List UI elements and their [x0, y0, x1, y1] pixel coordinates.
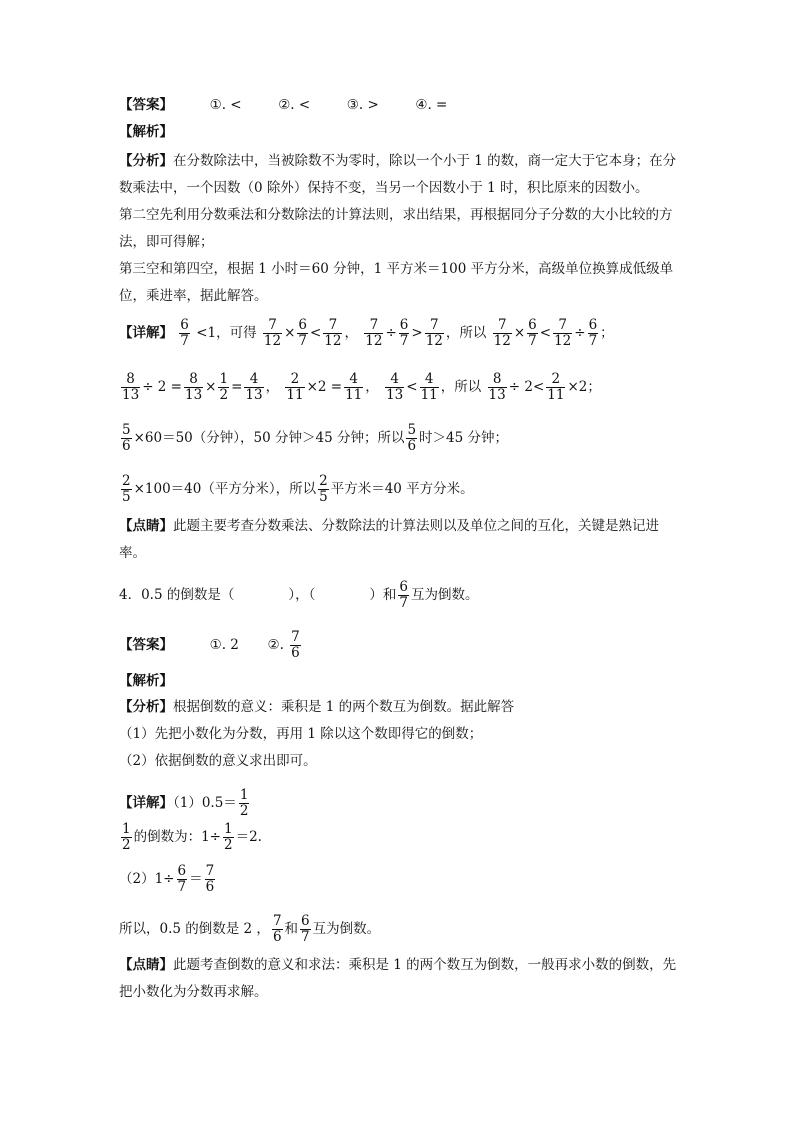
fraction: $\frac{6}{7}$ — [399, 317, 409, 349]
q4-fenxi: 【分析】根据倒数的意义：乘积是 1 的两个数互为倒数。据此解答 — [119, 699, 515, 715]
q4-detail-1: 【详解】（1）0.5＝ $\frac{1}{2}$ — [119, 787, 249, 819]
fraction: $\frac{1}{2}$ — [219, 371, 229, 403]
fraction: $\frac{7}{12}$ — [324, 317, 342, 349]
fraction: $\frac{4}{11}$ — [420, 371, 438, 403]
q4-detail-4: 所以，0.5 的倒数是 2 ， $\frac{7}{6}$ 和 $\frac{6}{7}$ 互为倒数。 — [119, 913, 381, 945]
fraction: $\frac{6}{7}$ — [528, 317, 537, 349]
fraction: $\frac{6}{7}$ — [588, 317, 598, 349]
q4-step-2: （2）依据倒数的意义求出即可。 — [119, 753, 317, 769]
fraction: $\frac{6}{7}$ — [301, 913, 310, 945]
fraction: $\frac{2}{5}$ — [319, 473, 328, 505]
answer-item-1: ①. 2 — [209, 637, 239, 653]
answer-item-1: ①. < — [209, 97, 242, 113]
answer-item-2: ②. < — [278, 97, 311, 113]
detail-line-1: 【详解】 $\frac{6}{7}$ <1，可得 $\frac{7}{12}$ × $\frac{6}{7}$ < $\frac{7}{12}$ ， $\frac{7}{12}$ ÷ $\frac{6}{7}$ > $\frac{7}{12}$ ，所以 $\frac{7}{12}$ × $\frac{6}{7}$ < $\frac{7}{12}$ ÷ $\frac{6}{7}$ ； — [119, 317, 614, 349]
xiangjie-label: 【详解】 — [119, 325, 173, 341]
answer-item-3: ③. > — [346, 97, 379, 113]
fraction: $\frac{7}{6}$ — [291, 629, 300, 661]
fraction: $\frac{5}{6}$ — [122, 422, 131, 454]
fraction: $\frac{7}{6}$ — [205, 863, 215, 895]
q4-answer-line — [119, 630, 303, 661]
q4-detail-2: $\frac{1}{2}$ 的倒数为：1÷ $\frac{1}{2}$ ＝2. — [122, 821, 262, 853]
q4-step-1: （1）先把小数化为分数，再用 1 除以这个数即得它的倒数； — [119, 726, 483, 742]
q4-detail-3: （2）1÷ $\frac{6}{7}$ ＝ $\frac{7}{6}$ — [119, 863, 215, 895]
fraction: $\frac{1}{2}$ — [239, 787, 249, 819]
fenxi-text-1: 在分数除法中，当被除数不为零时，除以一个小于 1 的数，商一定大于它本身；在分数乘法中，一个因数（0 除外）保持不变，当另一个因数小于 1 时，积比原来的因数小。 — [119, 153, 677, 196]
q4-question: 4．0.5 的倒数是（ ），（ ）和 $\frac{6}{7}$ 互为倒数。 — [119, 579, 479, 611]
fraction: $\frac{5}{6}$ — [407, 422, 417, 454]
analysis-paragraph-2: 第二空先利用分数乘法和分数除法的计算法则，求出结果，再根据同分子分数的大小比较的方法，即可得解； — [119, 207, 673, 250]
fraction: $\frac{8}{13}$ — [122, 371, 140, 403]
analysis-paragraph-1 — [119, 148, 679, 202]
answer-label: 【答案】 — [119, 637, 173, 653]
answer-item-4: ④. = — [415, 97, 448, 113]
fraction: $\frac{1}{2}$ — [122, 821, 131, 853]
q4-dianjing: 【点睛】此题考查倒数的意义和求法：乘积是 1 的两个数互为倒数，一般再求小数的倒数，先把小数化为分数再求解。 — [119, 957, 677, 1000]
answer-label: 【答案】 — [119, 97, 173, 113]
fraction: $\frac{7}{12}$ — [425, 317, 443, 349]
detail-line-4: $\frac{2}{5}$ ×100＝40（平方分米），所以 $\frac{2}{5}$ 平方米＝40 平方分米。 — [122, 473, 474, 505]
fraction: $\frac{6}{7}$ — [298, 317, 307, 349]
fraction: $\frac{2}{5}$ — [122, 473, 131, 505]
fraction: $\frac{7}{6}$ — [272, 913, 282, 945]
fraction: $\frac{4}{13}$ — [386, 371, 404, 403]
fraction: $\frac{7}{12}$ — [554, 317, 572, 349]
dianjing-text: 此题主要考查分数乘法、分数除法的计算法则以及单位之间的互化，关键是熟记进率。 — [119, 518, 659, 561]
fraction: $\frac{2}{11}$ — [547, 371, 565, 403]
fraction: $\frac{1}{2}$ — [224, 821, 233, 853]
fraction: $\frac{6}{7}$ — [177, 863, 187, 895]
fraction: $\frac{7}{12}$ — [365, 317, 383, 349]
fraction: $\frac{2}{11}$ — [286, 371, 304, 403]
fraction: $\frac{4}{13}$ — [245, 371, 263, 403]
fenxi-label: 【分析】 — [119, 153, 173, 169]
fraction: $\frac{4}{11}$ — [345, 371, 363, 403]
fraction: $\frac{6}{7}$ — [399, 579, 408, 611]
fraction: $\frac{6}{7}$ — [180, 317, 189, 349]
q3-answer-line — [119, 95, 447, 115]
fraction: $\frac{8}{13}$ — [184, 371, 203, 403]
answer-item-2: ②. — [267, 637, 284, 653]
detail-line-3: $\frac{5}{6}$ ×60＝50（分钟），50 分钟＞45 分钟；所以 $\frac{5}{6}$ 时＞45 分钟； — [122, 422, 509, 454]
analysis-paragraph-3: 第三空和第四空，根据 1 小时＝60 分钟，1 平方米＝100 平方分米，高级单位换算成低级单位，乘进率，据此解答。 — [119, 261, 674, 304]
q4-analysis-label: 【解析】 — [119, 673, 173, 689]
fraction: $\frac{7}{12}$ — [493, 317, 511, 349]
fraction: $\frac{7}{12}$ — [263, 317, 282, 349]
q3-dianjing — [119, 513, 679, 567]
analysis-label: 【解析】 — [119, 124, 173, 140]
detail-line-2: $\frac{8}{13}$ ÷ 2 = $\frac{8}{13}$ × $\frac{1}{2}$ = $\frac{4}{13}$ ， $\frac{2}{11}$ ×2 = $\frac{4}{11}$ ， $\frac{4}{13}$ < $\frac{4}{11}$ ，所以 $\frac{8}{13}$ ÷ 2< $\frac{2}{11}$ ×2； — [122, 371, 601, 403]
dianjing-label: 【点睛】 — [119, 518, 173, 534]
fraction: $\frac{8}{13}$ — [488, 371, 506, 403]
